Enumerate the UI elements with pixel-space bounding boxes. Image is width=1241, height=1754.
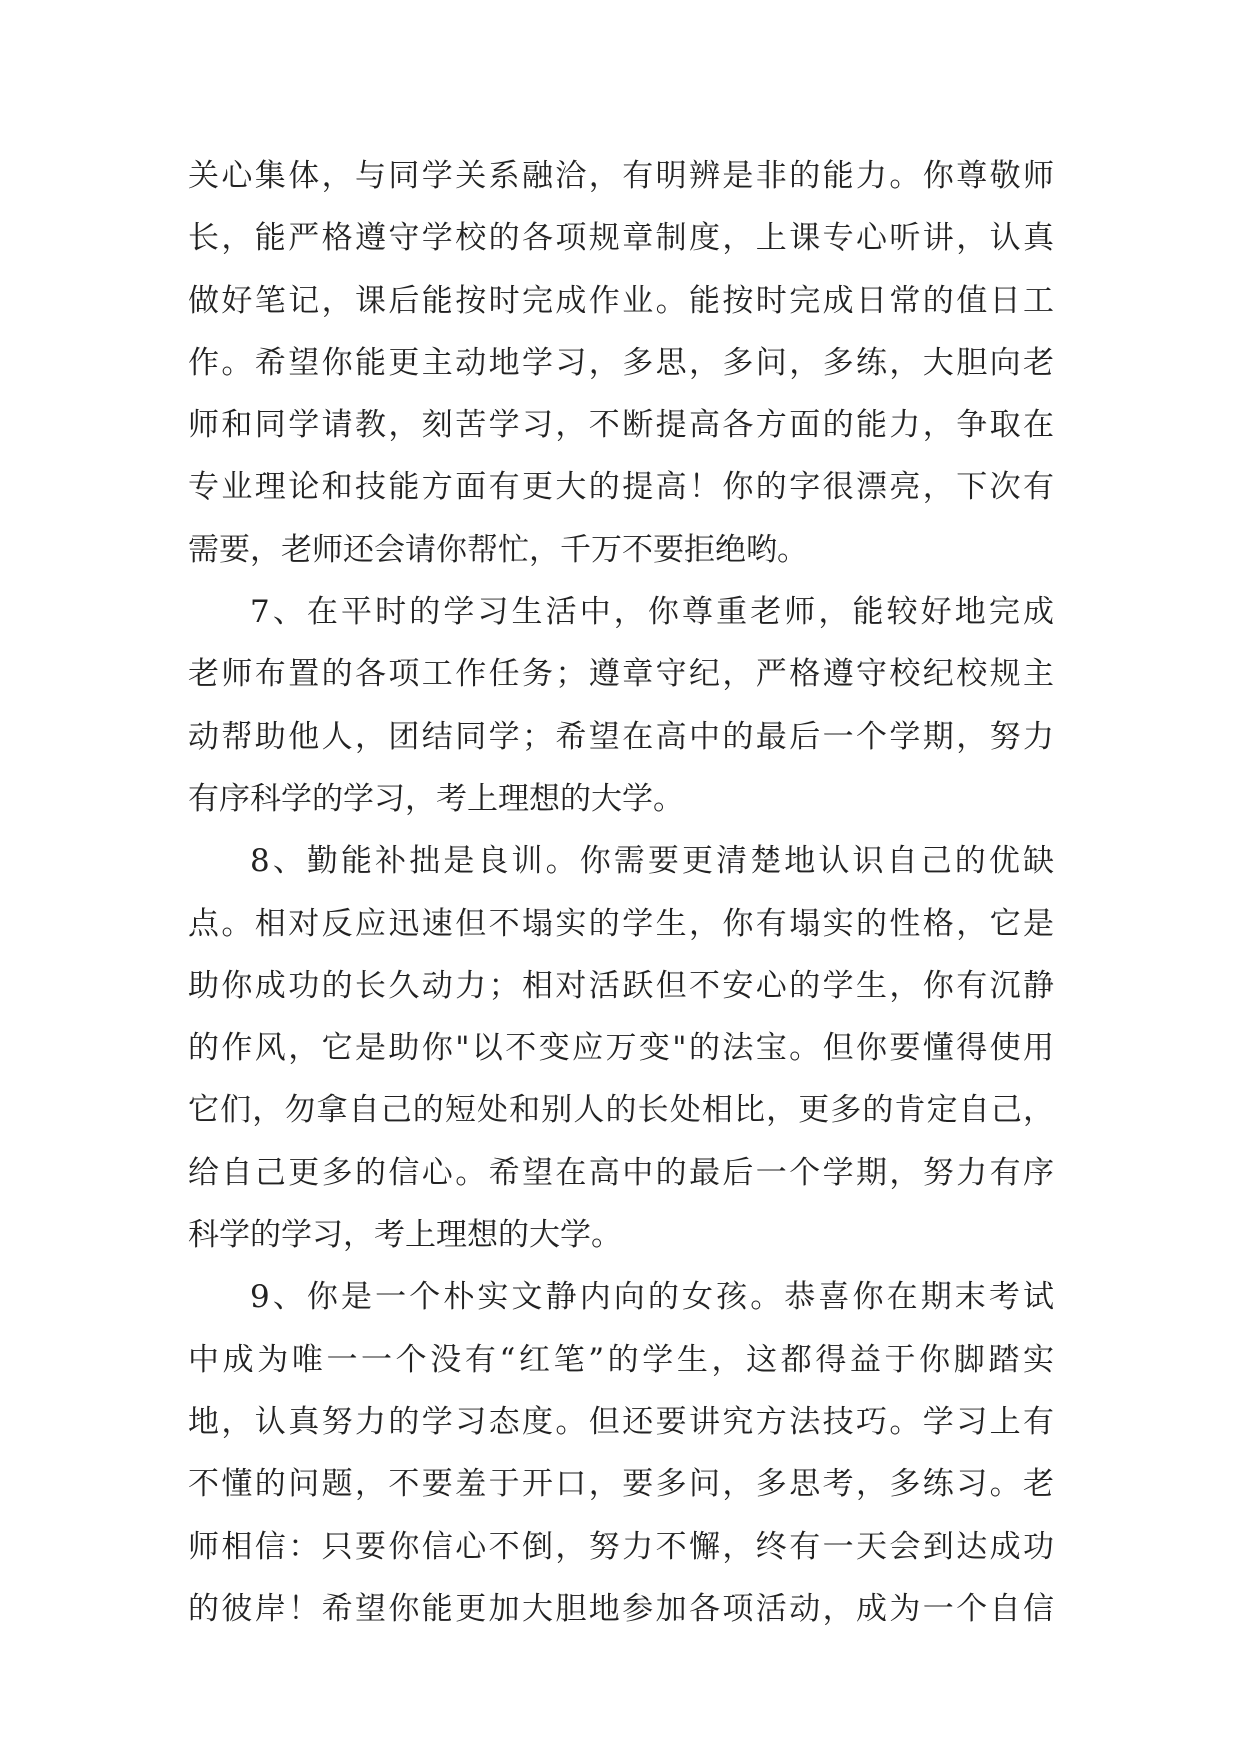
text-line: 师相信：只要你信心不倒，努力不懈，终有一天会到达成功 (188, 1528, 1054, 1565)
paragraph-8-first-line: 8、勤能补拙是良训。你需要更清楚地认识自己的优缺 (250, 843, 1054, 880)
text-line: 关心集体，与同学关系融洽，有明辨是非的能力。你尊敬师 (188, 158, 1054, 194)
text-line: 不懂的问题，不要羞于开口，要多问，多思考，多练习。老 (188, 1466, 1054, 1503)
text-line: 作。希望你能更主动地学习，多思，多问，多练，大胆向老 (188, 344, 1054, 381)
text-line: 老师布置的各项工作任务；遵章守纪，严格遵守校纪校规主 (188, 656, 1054, 693)
text-line: 专业理论和技能方面有更大的提高！你的字很漂亮，下次有 (188, 469, 1054, 506)
text-line: 长，能严格遵守学校的各项规章制度，上课专心听讲，认真 (188, 220, 1054, 257)
document-body (188, 145, 1054, 1640)
text-line: 的彼岸！希望你能更加大胆地参加各项活动，成为一个自信 (188, 1590, 1054, 1627)
text-line: 助你成功的长久动力；相对活跃但不安心的学生，你有沉静 (188, 967, 1054, 1004)
text-line: 动帮助他人，团结同学；希望在高中的最后一个学期，努力 (188, 718, 1054, 755)
paragraph-7-first-line: 7、在平时的学习生活中，你尊重老师，能较好地完成 (250, 594, 1054, 631)
text-line: 点。相对反应迅速但不塌实的学生，你有塌实的性格，它是 (188, 905, 1054, 942)
text-line: 做好笔记，课后能按时完成作业。能按时完成日常的值日工 (188, 282, 1054, 319)
text-line: 它们，勿拿自己的短处和别人的长处相比，更多的肯定自己， (188, 1092, 1054, 1129)
text-line: 需要，老师还会请你帮忙，千万不要拒绝哟。 (188, 531, 808, 568)
text-line: 给自己更多的信心。希望在高中的最后一个学期，努力有序 (188, 1154, 1054, 1191)
text-line: 中成为唯一一个没有“红笔”的学生，这都得益于你脚踏实 (188, 1341, 1054, 1378)
paragraph-9-first-line: 9、你是一个朴实文静内向的女孩。恭喜你在期末考试 (250, 1279, 1054, 1316)
text-line: 地，认真努力的学习态度。但还要讲究方法技巧。学习上有 (188, 1403, 1054, 1440)
text-line: 科学的学习，考上理想的大学。 (188, 1217, 622, 1254)
text-line: 的作风，它是助你"以不变应万变"的法宝。但你要懂得使用 (188, 1030, 1054, 1067)
text-line: 师和同学请教，刻苦学习，不断提高各方面的能力，争取在 (188, 407, 1054, 444)
text-line: 有序科学的学习，考上理想的大学。 (188, 780, 684, 817)
